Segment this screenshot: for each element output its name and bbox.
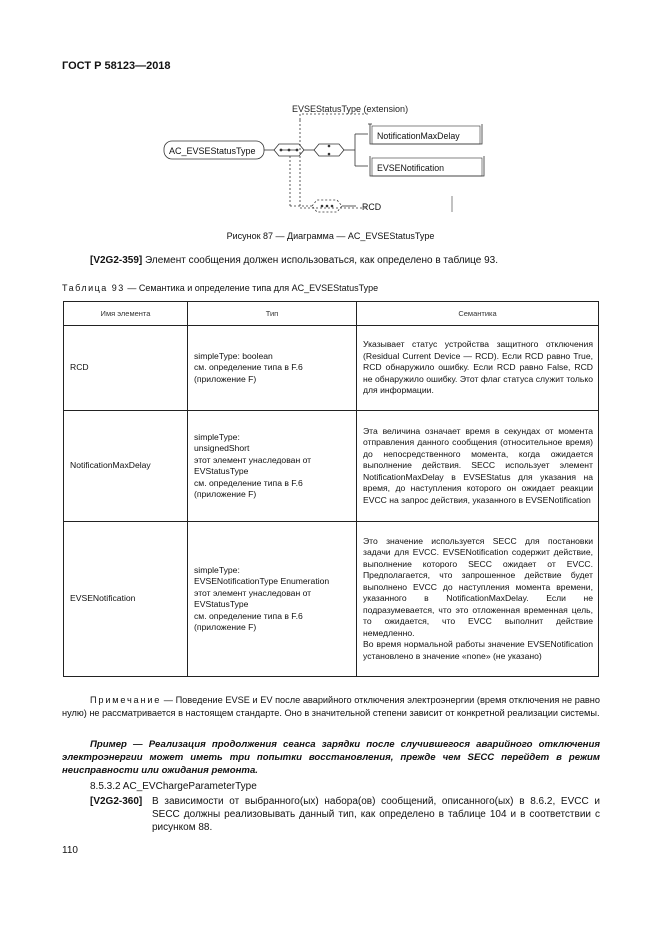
table-row — [64, 326, 599, 411]
cell-type: simpleType: unsignedShort этот элемент унаследован от EVStatusType см. определение типа в F.6 (приложение F) — [188, 411, 357, 522]
requirement-v2g2-359 — [62, 254, 600, 267]
table-caption — [62, 283, 378, 293]
requirement-text: В зависимости от выбранного(ых) набора(ов) сообщений, описанного(ых) в 8.6.2, EVCC и SECC должны реализовывать данный тип, как определено в таблице 104 и в соответствии с рисунком 88. — [152, 796, 600, 833]
diagram-title: EVSEStatusType (extension) — [292, 104, 409, 114]
cell-semantics: Это значение используется SECC для постановки задачи для EVCC. EVSENotification содержит действие, выполнение которого SECC ожидает от EVCC. Предполагается, что запрошенное действие будет выполнено EVCC до наступления момента времени, указанного в NotificationMaxDelay. Если не подразумевается, что это отложенная временная цель, то ожидается, что EVCC выполнит действие немедленно. Во время нормальной работы значение EVSENotification установлено в значение «none» (не указано) — [357, 522, 599, 677]
example: Пример — Реализация продолжения сеанса зарядки после случившегося аварийного отключения электроэнергии может иметь три попытки восстановления, прежде чем SECC перейдет в режим неисправности или ожидания ремонта. — [62, 739, 600, 776]
cell-semantics: Эта величина означает время в секундах от момента отправления данного сообщения (относительное время) до непосредственного момента, когда ожидается выполнение действия. SECC использует элемент NotificationMaxDelay в EVSEStatus для указания на время, до наступления которого он ожидает реакции EVCC на запрос действия, указанного в EVSENotification — [357, 411, 599, 522]
note-label: Примечание — [90, 695, 162, 705]
cell-element-name: EVSENotification — [64, 522, 188, 677]
cell-semantics: Указывает статус устройства защитного отключения (Residual Current Device — RCD). Если RCD равно True, RCD обнаружило ошибку. Если RCD равно False, RCD не обнаружило ошибку. Этот флаг статуса служит только для информации. — [357, 326, 599, 411]
note-text: — Поведение EVSE и EV после аварийного отключения электроэнергии (время отключения не равно нулю) не рассматривается в настоящем стандарте. Оно в значительной степени зависит от конкретной реализации системы. — [62, 695, 600, 718]
note — [62, 694, 600, 719]
column-header-semantics: Семантика — [357, 302, 599, 326]
requirement-v2g2-360 — [90, 795, 600, 834]
page-header: ГОСТ Р 58123—2018 — [62, 60, 171, 72]
cell-type: simpleType: boolean см. определение типа в F.6 (приложение F) — [188, 326, 357, 411]
requirement-label: [V2G2-360] — [90, 796, 143, 807]
requirement-text: Элемент сообщения должен использоваться, как определено в таблице 93. — [142, 255, 499, 266]
column-header-type: Тип — [188, 302, 357, 326]
semantics-table — [63, 301, 599, 677]
table-header-row — [64, 302, 599, 326]
cell-type: simpleType: EVSENotificationType Enumeration этот элемент унаследован от EVStatusType см. определение типа в F.6 (приложение F) — [188, 522, 357, 677]
requirement-label: [V2G2-359] — [90, 255, 143, 266]
column-header-name: Имя элемента — [64, 302, 188, 326]
table-caption-label: Таблица 93 — [62, 283, 125, 293]
diagram-element-evsenotification: EVSENotification — [377, 163, 444, 173]
page-number: 110 — [62, 845, 78, 856]
table-caption-text: — Семантика и определение типа для AC_EVSEStatusType — [124, 283, 379, 293]
figure-caption: Рисунок 87 — Диаграмма — AC_EVSEStatusType — [226, 231, 435, 241]
table-row — [64, 411, 599, 522]
section-heading: 8.5.3.2 AC_EVChargeParameterType — [90, 781, 257, 792]
cell-element-name: RCD — [64, 326, 188, 411]
schema-diagram — [150, 96, 490, 220]
diagram-element-notificationmaxdelay: NotificationMaxDelay — [377, 131, 460, 141]
table-row — [64, 522, 599, 677]
diagram-element-rcd: RCD — [362, 202, 382, 212]
diagram-root-label: AC_EVSEStatusType — [169, 146, 256, 156]
cell-element-name: NotificationMaxDelay — [64, 411, 188, 522]
